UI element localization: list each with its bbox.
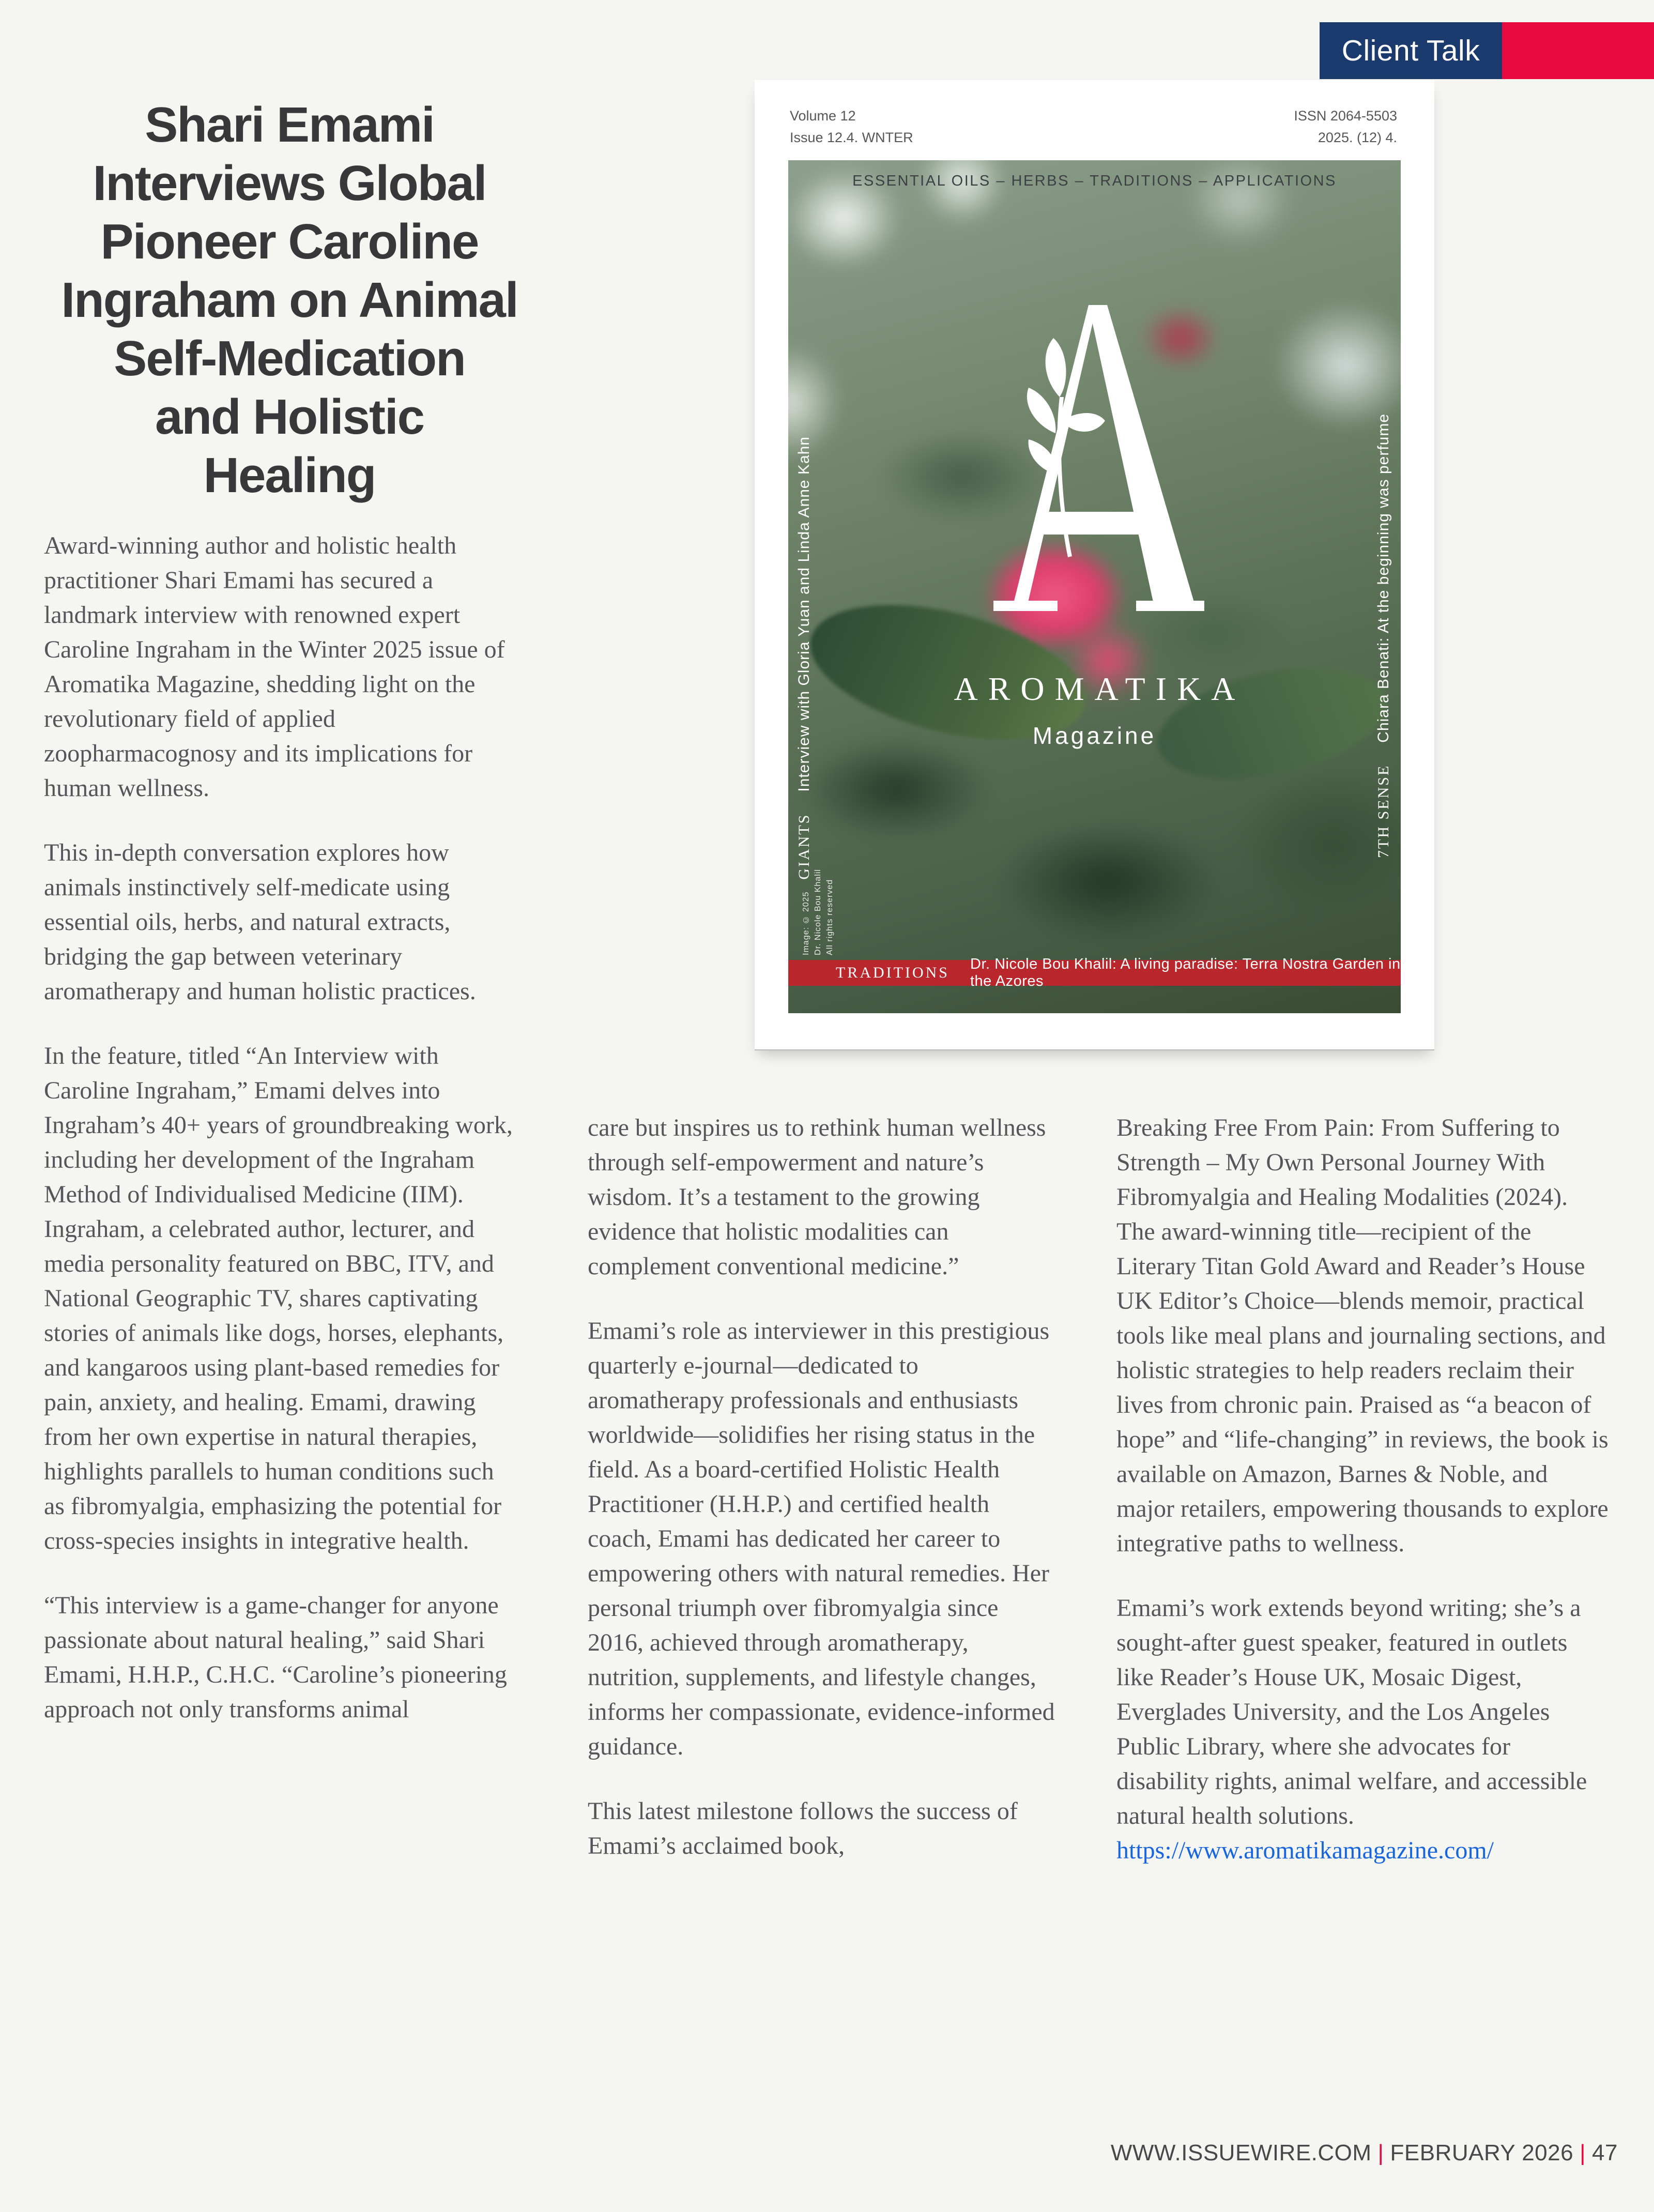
- cover-section-traditions: TRADITIONS: [836, 964, 949, 981]
- article-column-left: [44, 528, 519, 1757]
- aromatika-a-icon: [981, 299, 1208, 617]
- magazine-volume-info: [790, 105, 913, 148]
- page-title-line: Interviews Global: [93, 156, 486, 211]
- magazine-cover-photo: [788, 160, 1401, 1013]
- paragraph: care but inspires us to rethink human wellness through self-empowerment and nature’s wisdom. It’s a testament to the growing evidence that holistic modalities can complement conventional medicine.”: [588, 1114, 1046, 1280]
- page-title-line: Pioneer Caroline: [100, 214, 479, 269]
- magazine-date-code: 2025. (12) 4.: [1318, 130, 1397, 145]
- paragraph: Award-winning author and holistic health practitioner Shari Emami has secured a landmark interview with renowned expert Caroline Ingraham in the Winter 2025 issue of Aromatika Magazine, shedding light on the revolutionary field of applied zoopharmacognosy and its implications for human wellness.: [44, 532, 505, 802]
- page-title-line: and Holistic: [155, 389, 424, 445]
- cover-topline: ESSENTIAL OILS – HERBS – TRADITIONS – APPLICATIONS: [852, 173, 1337, 189]
- paragraph: Emami’s work extends beyond writing; she’s a sought-after guest speaker, featured in outlets like Reader’s House UK, Mosaic Digest, Everglades University, and the Los Angeles Public Library, where she advocates for disability rights, animal welfare, and accessible natural health solutions.: [1116, 1594, 1587, 1829]
- cover-bottom-banner: [788, 956, 1401, 989]
- badge-red-accent: [1502, 22, 1654, 79]
- page-title-line: Shari Emami: [145, 97, 434, 152]
- paragraph: Emami’s role as interviewer in this prestigious quarterly e-journal—dedicated to aromatherapy professionals and enthusiasts worldwide—solidifies her rising status in the field. As a board-certified Holistic Health Practitioner (H.H.P.) and certified health coach, Emami has dedicated her career to empowering others with natural remedies. Her personal triumph over fibromyalgia since 2016, achieved through aromatherapy, nutrition, supplements, and lifestyle changes, informs her compassionate, evidence-informed guidance.: [588, 1317, 1055, 1760]
- cover-magazine-subtitle: Magazine: [1032, 722, 1157, 749]
- cover-right-teaser-text: Chiara Benati: At the beginning was perfume: [1375, 414, 1392, 743]
- client-talk-badge: [1320, 22, 1502, 79]
- article-column-middle: [588, 1110, 1055, 1893]
- cover-left-vertical-teaser: [795, 436, 813, 880]
- paragraph: This latest milestone follows the success of Emami’s acclaimed book,: [588, 1797, 1018, 1859]
- paragraph: This in-depth conversation explores how animals instinctively self-medicate using essential oils, herbs, and natural extracts, bridging the gap between veterinary aromatherapy and human holistic practices.: [44, 839, 476, 1005]
- page-title-line: Self-Medication: [114, 331, 465, 386]
- cover-banner-text: Dr. Nicole Bou Khalil: A living paradise: Terra Nostra Garden in the Azores: [970, 956, 1401, 989]
- magazine-issn: ISSN 2064-5503: [1294, 108, 1397, 124]
- aromatika-logo: [788, 299, 1401, 750]
- paragraph: “This interview is a game-changer for anyone passionate about natural healing,” said Shari Emami, H.H.P., C.H.C. “Caroline’s pioneering approach not only transforms animal: [44, 1592, 507, 1723]
- credit-line: Dr. Nicole Bou Khalil: [814, 869, 822, 955]
- aromatika-website-link[interactable]: https://www.aromatikamagazine.com/: [1116, 1837, 1494, 1864]
- footer-separator: |: [1580, 2140, 1586, 2165]
- paragraph: Breaking Free From Pain: From Suffering to Strength – My Own Personal Journey With Fibromyalgia and Healing Modalities (2024). The award-winning title—recipient of the Literary Titan Gold Award and Reader’s House UK Editor’s Choice—blends memoir, practical tools like meal plans and journaling sections, and holistic strategies to help readers reclaim their lives from chronic pain. Praised as “a beacon of hope” and “life-changing” in reviews, the book is available on Amazon, Barnes & Noble, and major retailers, empowering thousands to explore integrative paths to wellness.: [1116, 1114, 1609, 1557]
- footer-separator: |: [1377, 2140, 1384, 2165]
- cover-left-teaser-text: Interview with Gloria Yuan and Linda Anne Kahn: [795, 436, 813, 792]
- footer-page-number: 47: [1592, 2140, 1618, 2165]
- cover-right-vertical-teaser: [1375, 414, 1392, 858]
- client-talk-label: Client Talk: [1341, 34, 1480, 67]
- cover-magazine-name: AROMATIKA: [954, 670, 1246, 707]
- magazine-issue: Issue 12.4. WNTER: [790, 130, 913, 145]
- magazine-issn-info: [1294, 105, 1397, 148]
- cover-section-giants: GIANTS: [795, 814, 813, 880]
- magazine-page: [755, 80, 1434, 1049]
- cover-section-7th-sense: 7TH SENSE: [1375, 764, 1392, 858]
- article-column-right: [1116, 1110, 1609, 1868]
- paragraph: In the feature, titled “An Interview with Caroline Ingraham,” Emami delves into Ingraham’s 40+ years of groundbreaking work, including her development of the Ingraham Method of Individualised Medicine (IIM). Ingraham, a celebrated author, lecturer, and media personality featured on BBC, ITV, and National Geographic TV, shares captivating stories of animals like dogs, horses, elephants, and kangaroos using plant-based remedies for pain, anxiety, and healing. Emami, drawing from her own expertise in natural therapies, highlights parallels to human conditions such as fibromyalgia, emphasizing the potential for cross-species insights in integrative health.: [44, 1042, 513, 1554]
- page-title-line: Healing: [203, 448, 376, 503]
- cover-photo-credit: [802, 869, 835, 955]
- page-footer: [1111, 2140, 1618, 2166]
- credit-line: All rights reserved: [825, 879, 834, 955]
- page-title-line: Ingraham on Animal: [61, 272, 518, 328]
- footer-site: WWW.ISSUEWIRE.COM: [1110, 2140, 1372, 2165]
- page-title: [31, 96, 548, 505]
- magazine-volume: Volume 12: [790, 108, 856, 124]
- credit-line: Image: © 2025: [802, 891, 810, 955]
- footer-date: FEBRUARY 2026: [1390, 2140, 1574, 2165]
